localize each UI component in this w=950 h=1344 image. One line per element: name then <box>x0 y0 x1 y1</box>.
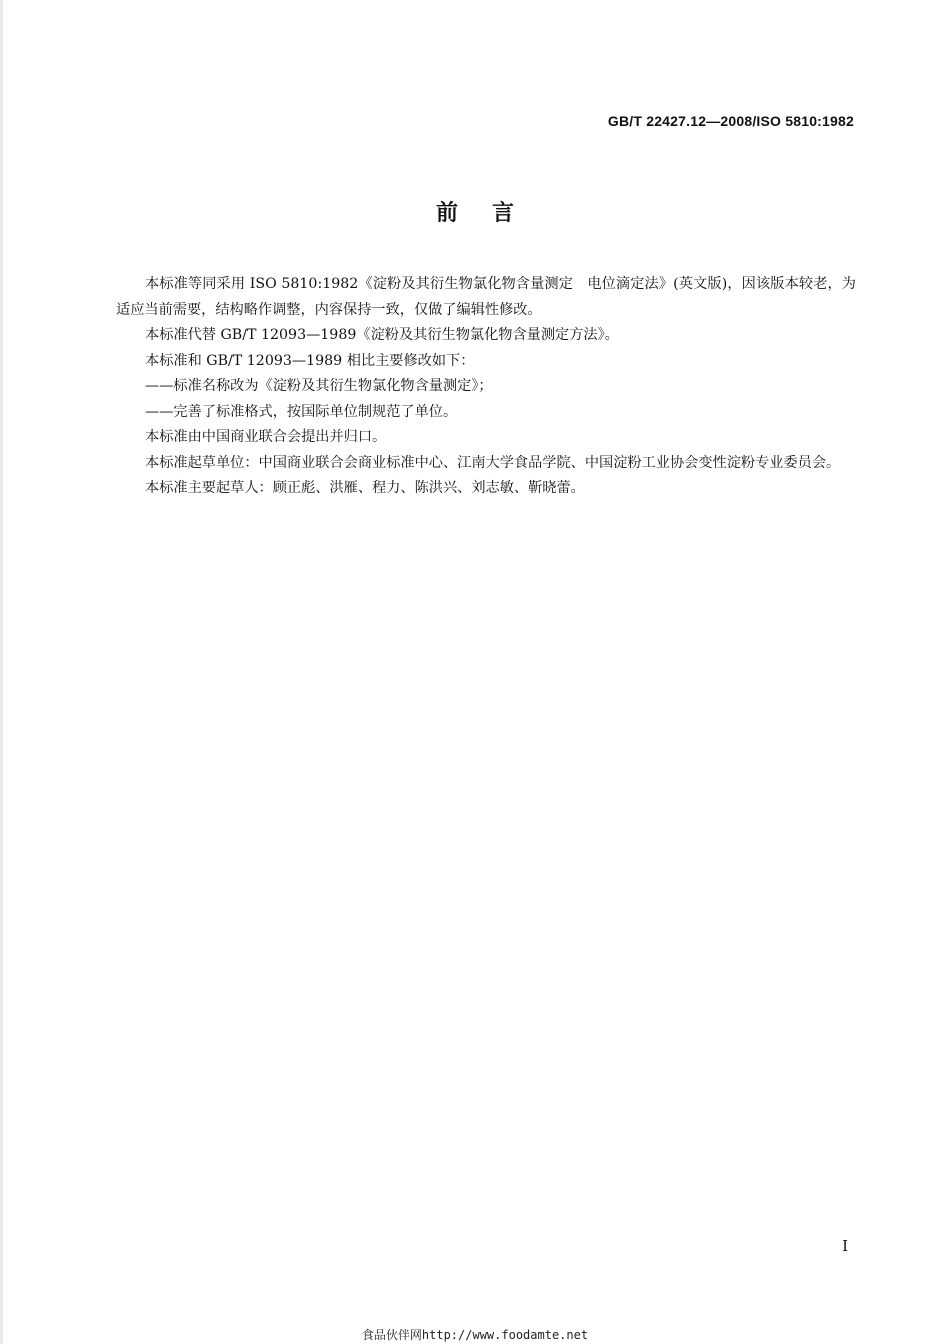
paragraph-change-name: ——标准名称改为《淀粉及其衍生物氯化物含量测定》； <box>145 378 493 394</box>
paragraph-change-format: ——完善了标准格式，按国际单位制规范了单位。 <box>145 403 458 420</box>
paragraph-replaces: 本标准代替 GB/T 12093—1989《淀粉及其衍生物氯化物含量测定方法》。 <box>145 327 619 343</box>
footer-watermark: 食品伙伴网http://www.foodamte.net <box>361 1328 589 1342</box>
paragraph-proposer: 本标准由中国商业联合会提出并归口。 <box>145 429 387 445</box>
paragraph-drafters: 本标准主要起草人：顾正彪、洪雁、程力、陈洪兴、刘志敏、靳晓蕾。 <box>145 480 585 496</box>
paragraph-adoption: 本标准等同采用 ISO 5810:1982《淀粉及其衍生物氯化物含量测定 电位滴定法》(英文版)，因该版本较老，为适应当前需要，结构略作调整，内容保持一致，仅做了编辑性修改。 <box>116 276 856 318</box>
standard-code: GB/T 22427.12—2008/ISO 5810:1982 <box>607 113 854 129</box>
paragraph-drafting-units: 本标准起草单位：中国商业联合会商业标准中心、江南大学食品学院、中国淀粉工业协会变性淀粉专业委员会。 <box>145 454 841 471</box>
page-title: 前言 <box>435 201 548 226</box>
page-number: I <box>842 1237 848 1255</box>
paragraph-changes-intro: 本标准和 GB/T 12093—1989 相比主要修改如下： <box>145 352 475 369</box>
preface-body <box>116 272 856 502</box>
